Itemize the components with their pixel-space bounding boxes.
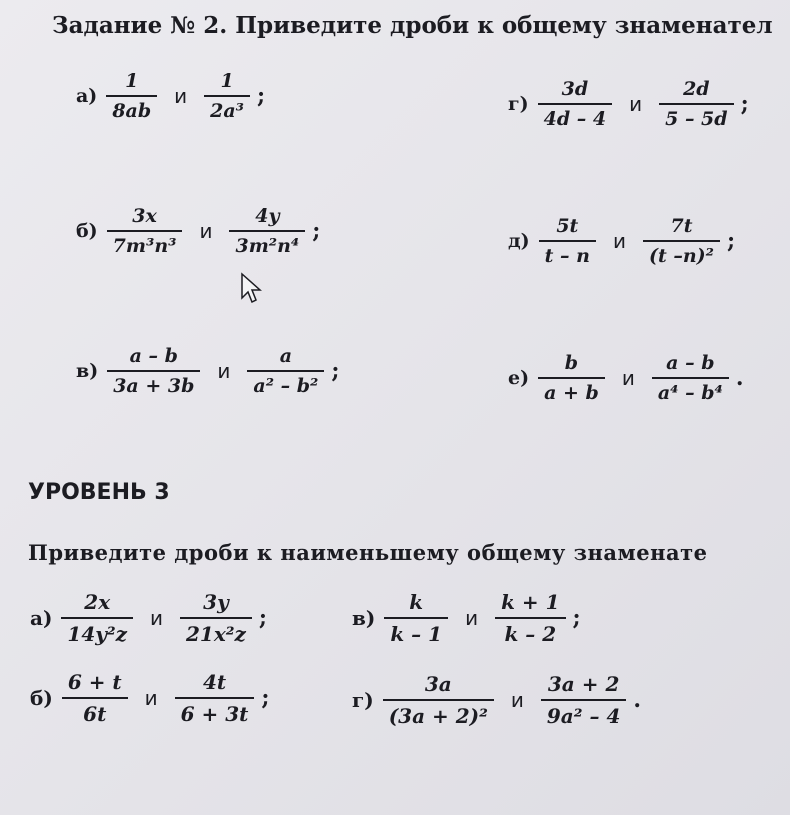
item-label: в) (352, 606, 376, 630)
fraction-2 (247, 345, 324, 397)
fraction-2 (180, 590, 252, 646)
numerator: 6 + t (67, 670, 122, 694)
numerator: 4t (202, 670, 227, 694)
level-task-text: Приведите дроби к наименьшему общему знаменате (28, 540, 708, 565)
fraction-2 (495, 590, 565, 646)
fraction-1 (107, 345, 200, 397)
punctuation: ; (258, 605, 267, 631)
denominator: 4d – 4 (543, 108, 607, 130)
conjunction: и (621, 366, 635, 390)
numerator: 5t (556, 215, 579, 237)
punctuation: ; (727, 228, 736, 254)
conjunction: и (465, 606, 479, 630)
denominator: 8ab (112, 100, 152, 122)
numerator: 1 (220, 70, 234, 92)
denominator: 3m²n⁴ (235, 235, 300, 257)
fraction-1 (106, 70, 157, 122)
numerator: 4y (255, 205, 280, 227)
task2-item-g (508, 78, 749, 130)
item-label: б) (76, 220, 98, 242)
fraction-1 (107, 205, 183, 257)
numerator: 3y (203, 590, 229, 614)
punctuation: ; (331, 358, 340, 384)
conjunction: и (510, 688, 524, 712)
denominator: 3a + 3b (113, 375, 195, 397)
numerator: a (279, 345, 293, 367)
punctuation: ; (257, 83, 266, 109)
fraction-2 (643, 215, 720, 267)
numerator: 2x (84, 590, 111, 614)
denominator: (3a + 2)² (388, 704, 488, 728)
conjunction: и (629, 92, 643, 116)
fraction-2 (229, 205, 305, 257)
numerator: 3x (132, 205, 157, 227)
fraction-1 (62, 670, 128, 726)
numerator: b (564, 352, 579, 374)
task2-item-v (76, 345, 340, 397)
level-item-a (30, 590, 267, 646)
fraction-2 (204, 70, 250, 122)
denominator: t – n (544, 245, 590, 267)
item-label: а) (76, 85, 98, 107)
denominator: 21x²z (186, 622, 246, 646)
denominator: a + b (544, 382, 599, 404)
task2-item-a (76, 70, 265, 122)
conjunction: и (612, 229, 626, 253)
item-label: а) (30, 606, 53, 630)
punctuation: . (633, 687, 642, 713)
denominator: 5 – 5d (665, 108, 728, 130)
level-item-b (30, 670, 270, 726)
numerator: 3d (561, 78, 589, 100)
punctuation: ; (312, 218, 321, 244)
fraction-2 (541, 672, 626, 728)
punctuation: ; (740, 91, 749, 117)
denominator: 2a³ (210, 100, 244, 122)
level-item-v (352, 590, 581, 646)
numerator: 3a + 2 (547, 672, 620, 696)
numerator: a – b (666, 352, 715, 374)
fraction-1 (538, 78, 612, 130)
denominator: 9a² – 4 (546, 704, 621, 728)
fraction-1 (384, 590, 448, 646)
numerator: 3a (424, 672, 452, 696)
item-label: г) (508, 93, 529, 115)
denominator: k – 2 (504, 622, 557, 646)
item-label: е) (508, 367, 530, 389)
item-label: д) (508, 230, 530, 252)
conjunction: и (199, 219, 213, 243)
punctuation: . (735, 365, 744, 391)
numerator: k + 1 (501, 590, 560, 614)
denominator: k – 1 (390, 622, 443, 646)
numerator: 1 (125, 70, 139, 92)
conjunction: и (174, 84, 188, 108)
item-label: б) (30, 686, 53, 710)
denominator: a⁴ – b⁴ (657, 382, 723, 404)
fraction-2 (652, 352, 729, 404)
denominator: 7m³n³ (112, 235, 177, 257)
denominator: 6 + 3t (180, 702, 249, 726)
item-label: в) (76, 360, 99, 382)
task2-item-e (508, 352, 743, 404)
numerator: a – b (129, 345, 178, 367)
denominator: 14y²z (67, 622, 127, 646)
denominator: 6t (83, 702, 107, 726)
numerator: 2d (683, 78, 710, 100)
numerator: 7t (670, 215, 693, 237)
fraction-2 (175, 670, 255, 726)
conjunction: и (144, 686, 158, 710)
fraction-1 (539, 215, 596, 267)
task2-title: Задание № 2. Приведите дроби к общему знаменател (52, 12, 773, 39)
task2-item-b (76, 205, 320, 257)
denominator: (t –n)² (648, 245, 714, 267)
punctuation: ; (572, 605, 581, 631)
denominator: a² – b² (253, 375, 319, 397)
fraction-2 (659, 78, 733, 130)
mouse-cursor-icon (240, 272, 266, 306)
conjunction: и (217, 359, 231, 383)
item-label: г) (352, 688, 374, 712)
numerator: k (409, 590, 424, 614)
level-heading: УРОВЕНЬ 3 (28, 480, 170, 505)
fraction-1 (538, 352, 605, 404)
level-item-g (352, 672, 641, 728)
punctuation: ; (261, 685, 270, 711)
fraction-1 (61, 590, 133, 646)
fraction-1 (383, 672, 494, 728)
task2-item-d (508, 215, 735, 267)
conjunction: и (150, 606, 163, 630)
